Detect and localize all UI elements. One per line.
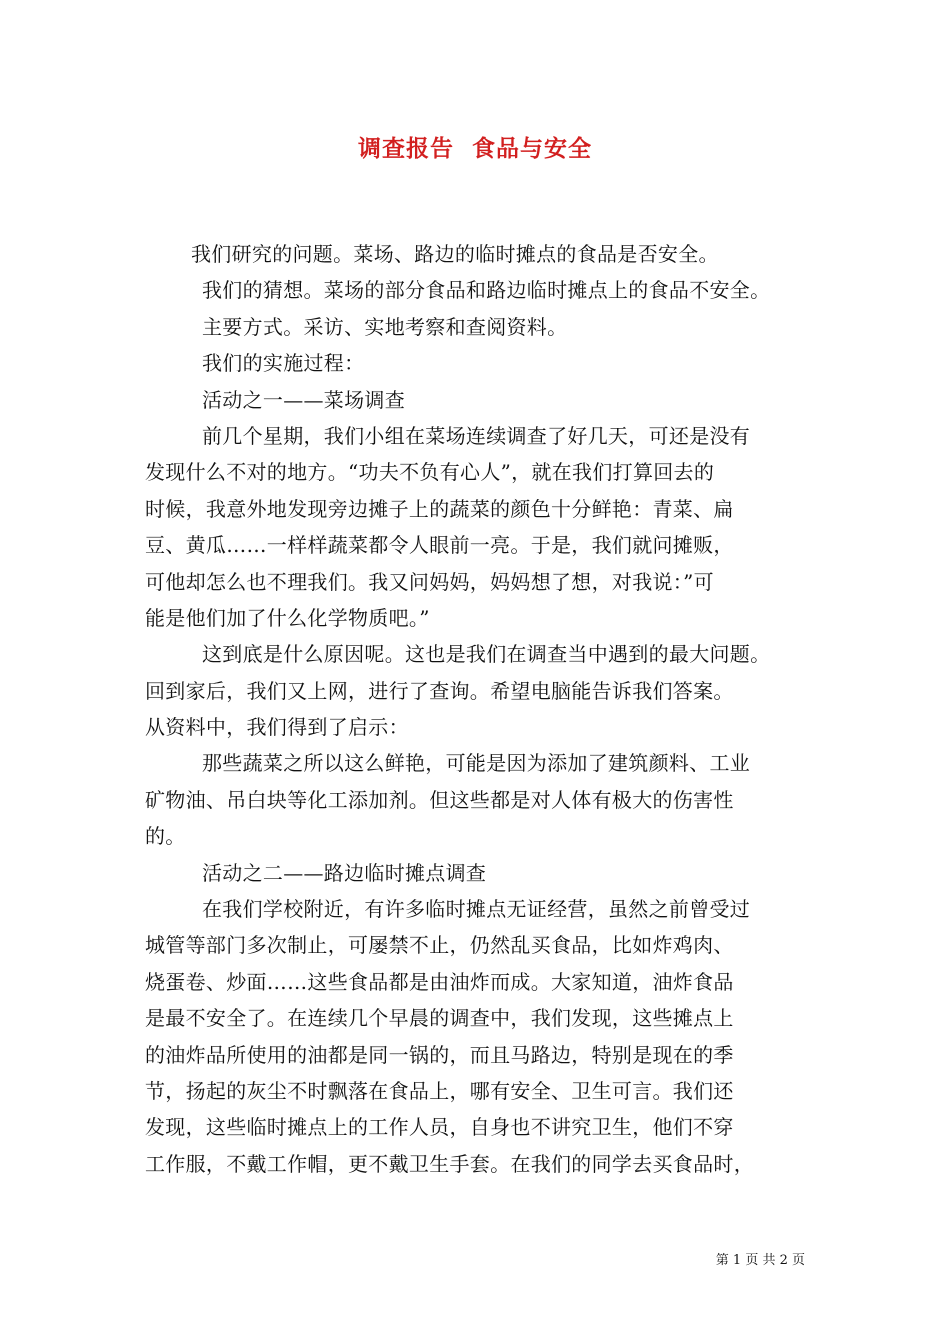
text-line: 的油炸品所使用的油都是同一锅的，而且马路边，特别是现在的季 [145,1042,734,1067]
text-line: 豆、黄瓜……一样样蔬菜都令人眼前一亮。于是，我们就问摊贩， [145,533,734,558]
text-line: 发现什么不对的地方。“功夫不负有心人”，就在我们打算回去的 [145,460,715,485]
section-heading-activity-1: 活动之一——菜场调查 [202,387,405,412]
text-line: 从资料中，我们得到了启示： [145,715,409,740]
text-line: 在我们学校附近，有许多临时摊点无证经营，虽然之前曾受过 [202,897,751,922]
text-line: 节，扬起的灰尘不时飘落在食品上，哪有安全、卫生可言。我们还 [145,1078,734,1103]
text-line: 是最不安全了。在连续几个早晨的调查中，我们发现，这些摊点上 [145,1006,734,1031]
text-line: 城管等部门多次制止，可屡禁不止，仍然乱买食品，比如炸鸡肉、 [145,933,734,958]
paragraph-methods: 主要方式。采访、实地考察和查阅资料。 [202,314,568,339]
paragraph-hypothesis: 我们的猜想。菜场的部分食品和路边临时摊点上的食品不安全。 [202,278,771,303]
text-line: 回到家后，我们又上网，进行了查询。希望电脑能告诉我们答案。 [145,678,734,703]
section-heading-activity-2: 活动之二——路边临时摊点调查 [202,860,487,885]
text-line: 发现，这些临时摊点上的工作人员，自身也不讲究卫生，他们不穿 [145,1115,734,1140]
text-line: 的。 [145,824,186,849]
text-line: 烧蛋卷、炒面……这些食品都是由油炸而成。大家知道，油炸食品 [145,969,734,994]
text-line: 工作服，不戴工作帽，更不戴卫生手套。在我们的同学去买食品时， [145,1151,754,1176]
text-line: 这到底是什么原因呢。这也是我们在调查当中遇到的最大问题。 [202,642,771,667]
text-line: 时候，我意外地发现旁边摊子上的蔬菜的颜色十分鲜艳：青菜、扁 [145,496,734,521]
page-number-footer: 第 1 页 共 2 页 [715,1253,805,1268]
text-line: 矿物油、吊白块等化工添加剂。但这些都是对人体有极大的伤害性 [145,787,734,812]
paragraph-research-question: 我们研究的问题。菜场、路边的临时摊点的食品是否安全。 [191,242,719,266]
text-line: 前几个星期，我们小组在菜场连续调查了好几天，可还是没有 [202,423,751,448]
document-title: 调查报告 食品与安全 [357,136,592,162]
document-body [145,236,815,1182]
paragraph-process-heading: 我们的实施过程： [202,351,365,376]
text-line: 能是他们加了什么化学物质吧。” [145,605,430,630]
text-line: 可他却怎么也不理我们。我又问妈妈，妈妈想了想，对我说：”可 [145,569,714,594]
text-line: 那些蔬菜之所以这么鲜艳，可能是因为添加了建筑颜料、工业 [202,751,751,776]
